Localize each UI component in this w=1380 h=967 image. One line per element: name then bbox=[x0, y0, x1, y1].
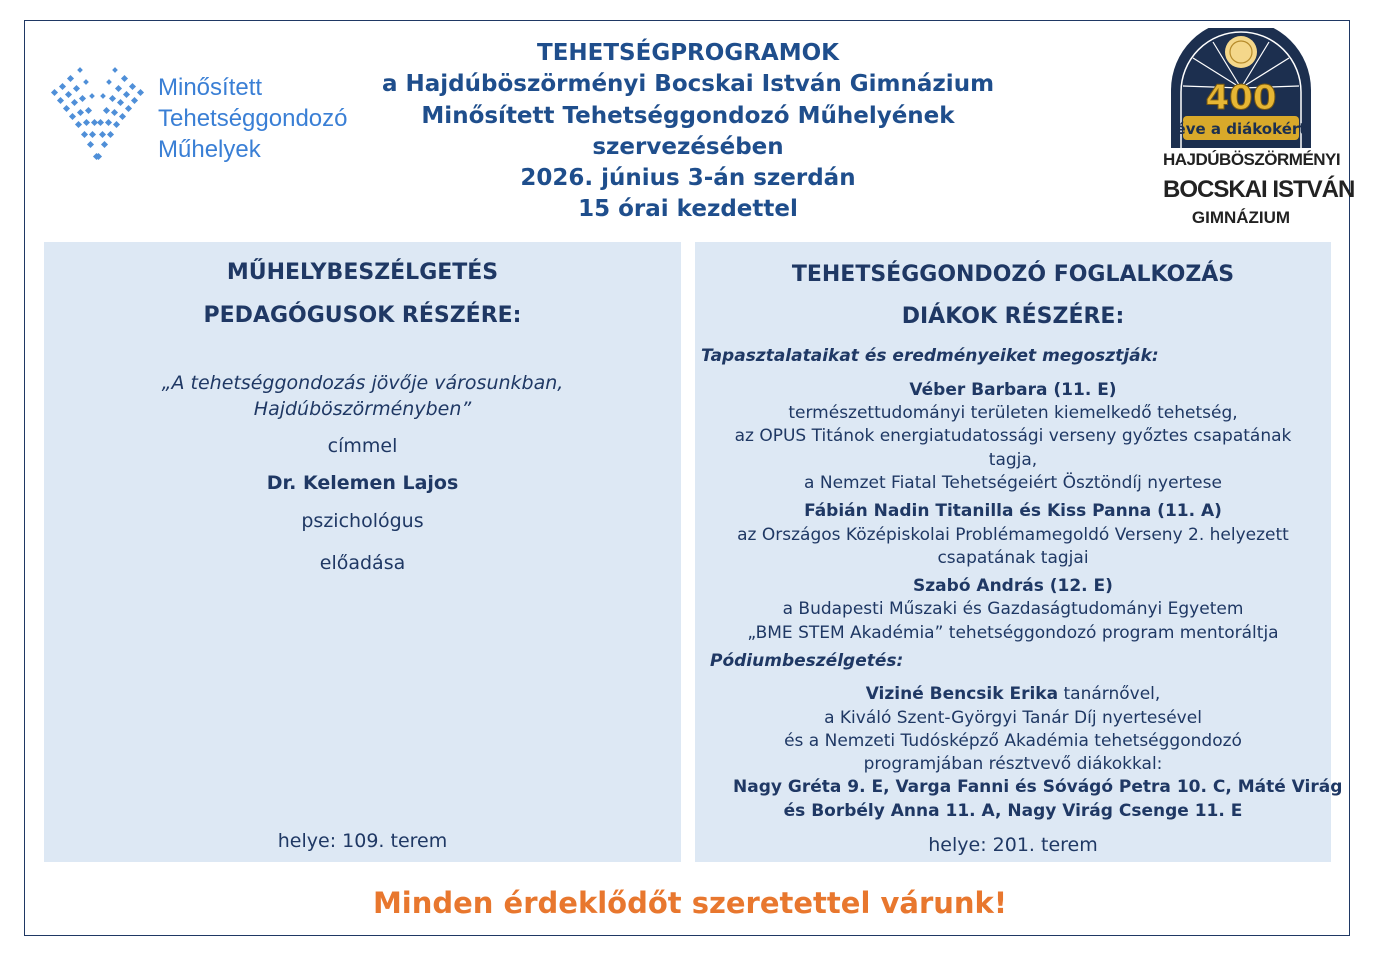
teacher-session-location: helye: 109. terem bbox=[277, 830, 448, 852]
talent-logo-text bbox=[158, 72, 348, 165]
lecture-title-line1: „A tehetséggondozás jövője városunkban, bbox=[161, 372, 564, 394]
lecture-titled: címmel bbox=[327, 435, 398, 457]
podium-line2: és a Nemzeti Tudósképző Akadémia tehetséggondozó bbox=[784, 731, 1242, 751]
teacher-session-title1: MŰHELYBESZÉLGETÉS bbox=[226, 260, 499, 285]
school-logo-line2: BOCSKAI ISTVÁN bbox=[1163, 176, 1355, 203]
student2-line1: az Országos Középiskolai Problémamegoldó Verseny 2. helyezett bbox=[737, 525, 1289, 545]
header-title: TEHETSÉGPROGRAMOK bbox=[537, 40, 839, 66]
student-session-title1: TEHETSÉGGONDOZÓ FOGLALKOZÁS bbox=[791, 262, 1235, 287]
student1-line1: természettudományi területen kiemelkedő tehetség, bbox=[788, 403, 1238, 423]
student3-name: Szabó András (12. E) bbox=[913, 576, 1113, 596]
school-logo-line3: GIMNÁZIUM bbox=[1191, 208, 1291, 227]
podium-students-line2: és Borbély Anna 11. A, Nagy Virág Csenge 11. E bbox=[783, 801, 1243, 821]
student1-line3: tagja, bbox=[988, 450, 1038, 470]
podium-label: Pódiumbeszélgetés: bbox=[710, 651, 904, 671]
teacher-session-title2: PEDAGÓGUSOK RÉSZÉRE: bbox=[203, 303, 522, 328]
event-header bbox=[338, 38, 1038, 226]
podium-line1: a Kiváló Szent-Györgyi Tanár Díj nyertesével bbox=[824, 708, 1202, 728]
student-session-panel bbox=[695, 242, 1343, 862]
anniversary-tagline: éve a diákokért bbox=[1175, 120, 1307, 138]
student3-line1: a Budapesti Műszaki és Gazdaságtudományi Egyetem bbox=[782, 599, 1244, 619]
student-session-title2: DIÁKOK RÉSZÉRE: bbox=[901, 304, 1125, 329]
student2-name: Fábián Nadin Titanilla és Kiss Panna (11. A) bbox=[804, 501, 1222, 521]
lecture-speaker: Dr. Kelemen Lajos bbox=[266, 472, 459, 494]
welcome-message: Minden érdeklődőt szeretettel várunk! bbox=[372, 886, 1008, 920]
lecture-speaker-role: pszichológus bbox=[301, 510, 424, 532]
talent-workshops-logo bbox=[48, 58, 378, 178]
header-organizer: szervezésében bbox=[592, 133, 784, 160]
student-session-location: helye: 201. terem bbox=[928, 834, 1098, 856]
podium-students1-text: Nagy Gréta 9. E, Varga Fanni és Sóvágó Petra 10. C, Máté Virág bbox=[733, 777, 1343, 797]
lecture-label: előadása bbox=[319, 552, 406, 574]
anniversary-number: 400 bbox=[1205, 78, 1277, 118]
student1-name: Véber Barbara (11. E) bbox=[909, 380, 1117, 400]
lecture-title-line2: Hajdúböszörményben” bbox=[253, 398, 472, 420]
student1-line2: az OPUS Titánok energiatudatossági verseny győztes csapatának bbox=[734, 426, 1292, 446]
header-time: 15 órai kezdettel bbox=[578, 196, 798, 223]
podium-students-line1 bbox=[695, 776, 1343, 800]
talent-logo-line3: Műhelyek bbox=[158, 136, 261, 163]
header-school: a Hajdúböszörményi Bocskai István Gimnázium bbox=[381, 71, 995, 98]
talent-logo-line1: Minősített bbox=[158, 74, 263, 101]
student1-line4: a Nemzet Fiatal Tehetségeiért Ösztöndíj nyertese bbox=[804, 473, 1222, 493]
teacher-session-panel bbox=[44, 242, 681, 862]
talent-logo-mark-icon bbox=[48, 58, 148, 178]
students-intro: Tapasztalataikat és eredményeiket megosztják: bbox=[701, 346, 1159, 366]
school-crest-icon bbox=[1163, 28, 1319, 150]
school-400-logo bbox=[1163, 28, 1355, 233]
talent-logo-line2: Tehetséggondozó bbox=[158, 105, 348, 132]
podium-host-role: tanárnővel, bbox=[1058, 684, 1161, 704]
podium-line3: programjában résztvevő diákokkal: bbox=[863, 754, 1163, 774]
student3-line2: „BME STEM Akadémia” tehetséggondozó program mentoráltja bbox=[747, 623, 1279, 643]
header-date: 2026. június 3-án szerdán bbox=[520, 165, 856, 192]
header-workshop: Minősített Tehetséggondozó Műhelyének bbox=[421, 102, 955, 129]
school-logo-line1: HAJDÚBÖSZÖRMÉNYI bbox=[1163, 150, 1341, 169]
podium-host-name: Viziné Bencsik Erika bbox=[865, 684, 1059, 704]
podium-host bbox=[695, 683, 1331, 707]
student2-line2: csapatának tagjai bbox=[937, 548, 1089, 568]
